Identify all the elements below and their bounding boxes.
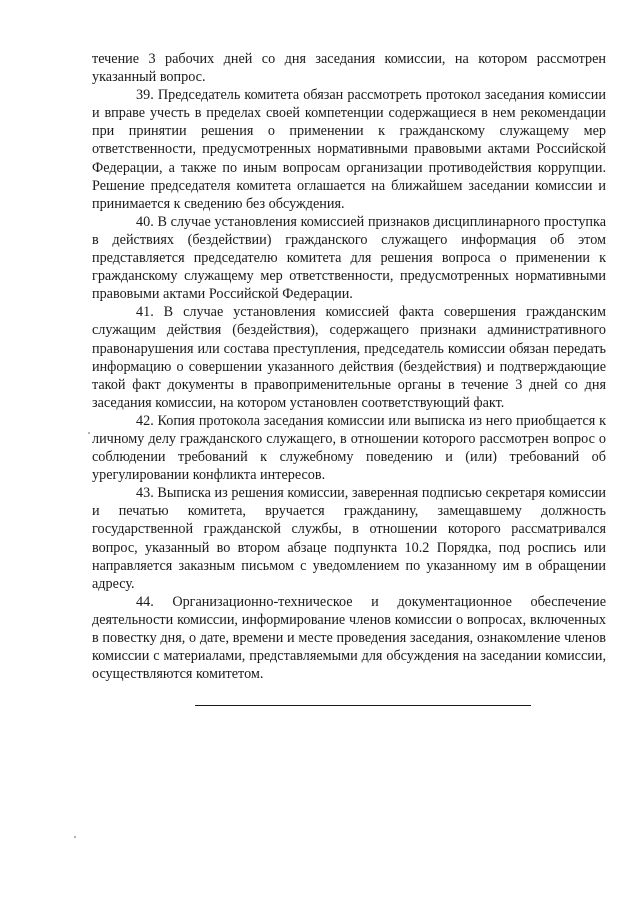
paragraph-43: 43. Выписка из решения комиссии, заверенная подписью секретаря комиссии и печатью комитета, вручается гражданину, замещавшему должность государственной гражданской службы, в отношении которого рассматривался вопрос, указанный во втором абзаце подпункта 10.2 Порядка, под роспись или направляется заказным письмом с уведомлением по указанному им в обращении адресу. bbox=[92, 485, 606, 592]
scan-speck bbox=[88, 432, 90, 434]
paragraph-39: 39. Председатель комитета обязан рассмотреть протокол заседания комиссии и вправе учесть в пределах своей компетенции содержащиеся в нем рекомендации при принятии решения о применении к гражданскому служащему мер ответственности, предусмотренных нормативными правовыми актами Российской Федерации, а также по иным вопросам организации противодействия коррупции. Решение председателя комитета оглашается на ближайшем заседании комиссии и принимается к сведению без обсуждения. bbox=[92, 87, 606, 212]
paragraph-42: 42. Копия протокола заседания комиссии или выписка из него приобщается к личному делу гражданского служащего, в отношении которого рассмотрен вопрос о соблюдении требований к служебному поведению и (или) требований об урегулировании конфликта интересов. bbox=[92, 412, 606, 484]
paragraph-continuation: течение 3 рабочих дней со дня заседания комиссии, на котором рассмотрен указанный вопрос. bbox=[92, 51, 606, 86]
scan-speck bbox=[74, 836, 76, 838]
paragraph-44: 44. Организационно-техническое и документационное обеспечение деятельности комиссии, информирование членов комиссии о вопросах, включенных в повестку дня, о дате, времени и месте проведения заседания, ознакомление членов комиссии с материалами, представляемыми для обсуждения на заседании комиссии, осуществляются комитетом. bbox=[92, 593, 606, 683]
paragraph-41: 41. В случае установления комиссией факта совершения гражданским служащим действия (бездействия), содержащего признаки административного правонарушения или состава преступления, председатель комиссии обязан передать информацию о совершении указанного действия (бездействия) и подтверждающие такой факт документы в правоприменительные органы в течение 3 дней со дня заседания комиссии, на котором установлен соответствующий факт. bbox=[92, 304, 606, 411]
document-body bbox=[92, 50, 606, 683]
end-separator-line bbox=[195, 705, 531, 706]
paragraph-40: 40. В случае установления комиссией признаков дисциплинарного проступка в действиях (бездействии) гражданского служащего информация об этом представляется председателю комитета для решения вопроса о применении к гражданскому служащему мер ответственности, предусмотренных нормативными правовыми актами Российской Федерации. bbox=[92, 213, 606, 303]
